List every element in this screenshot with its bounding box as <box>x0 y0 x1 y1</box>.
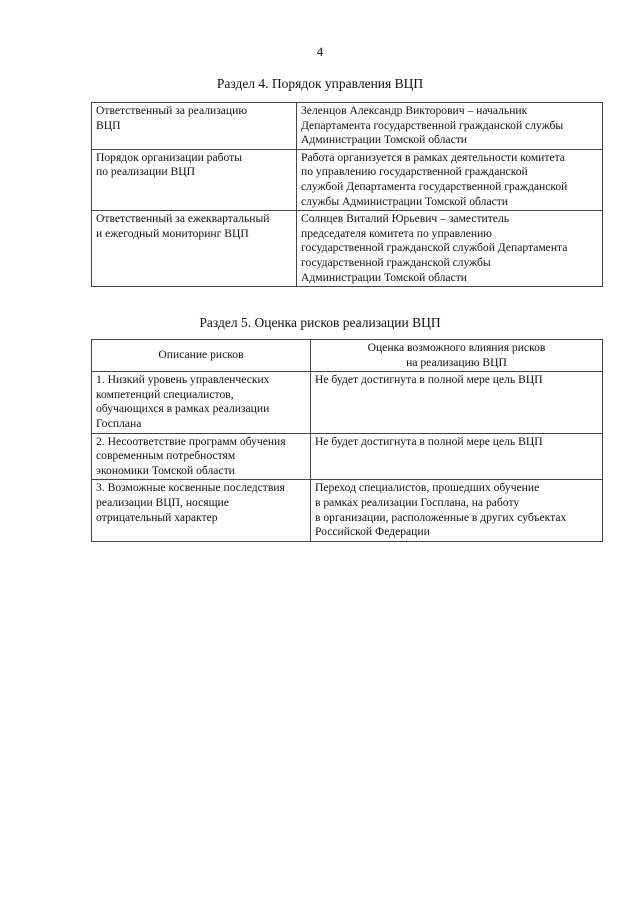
column-header-risks: Описание рисков <box>92 340 311 372</box>
table-row <box>92 103 603 150</box>
table-row <box>92 211 603 287</box>
risk-table <box>91 339 603 542</box>
risk-description: 1. Низкий уровень управленческих компетенций специалистов, обучающихся в рамках реализации Госплана <box>92 372 311 433</box>
row-value: Зеленцов Александр Викторович – начальник Департамента государственной гражданской службы Администрации Томской области <box>297 103 603 150</box>
risk-description: 3. Возможные косвенные последствия реализации ВЦП, носящие отрицательный характер <box>92 480 311 541</box>
column-header-impact: Оценка возможного влияния рисков на реализацию ВЦП <box>311 340 603 372</box>
row-value: Работа организуется в рамках деятельности комитета по управлению государственной гражданской службой Департамента государственной гражданской службы Администрации Томской области <box>297 149 603 210</box>
page-number: 4 <box>316 44 324 59</box>
row-label: Ответственный за реализацию ВЦП <box>92 103 297 150</box>
section-5-title: Раздел 5. Оценка рисков реализации ВЦП <box>199 315 441 330</box>
row-value: Солнцев Виталий Юрьевич – заместитель председателя комитета по управлению государственной гражданской службой Департамента государственной гражданской службы Администрации Томской области <box>297 211 603 287</box>
risk-impact: Не будет достигнута в полной мере цель ВЦП <box>311 433 603 480</box>
section-4-title: Раздел 4. Порядок управления ВЦП <box>216 76 424 91</box>
table-row <box>92 372 603 433</box>
risk-description: 2. Несоответствие программ обучения современным потребностям экономики Томской области <box>92 433 311 480</box>
table-header-row <box>92 340 603 372</box>
row-label: Порядок организации работы по реализации ВЦП <box>92 149 297 210</box>
management-table <box>91 102 603 287</box>
table-row <box>92 480 603 541</box>
table-row <box>92 149 603 210</box>
table-row <box>92 433 603 480</box>
risk-impact: Переход специалистов, прошедших обучение в рамках реализации Госплана, на работу в организации, расположенные в других субъектах Российской Федерации <box>311 480 603 541</box>
row-label: Ответственный за ежеквартальный и ежегодный мониторинг ВЦП <box>92 211 297 287</box>
risk-impact: Не будет достигнута в полной мере цель ВЦП <box>311 372 603 433</box>
